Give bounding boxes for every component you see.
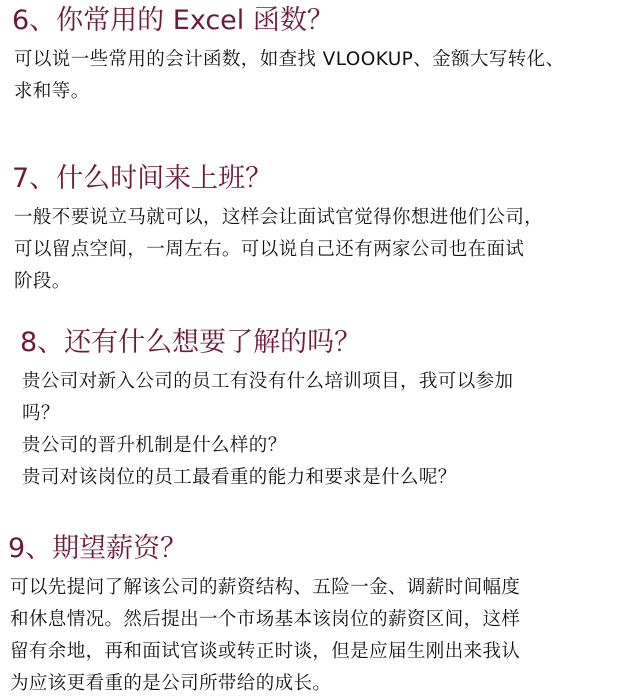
section-heading: 9、期望薪资？ — [8, 533, 188, 564]
section-heading: 7、什么时间来上班？ — [12, 163, 273, 194]
body-line: 贵公司对新入公司的员工有没有什么培训项目，我可以参加 — [22, 371, 514, 392]
section-heading: 8、还有什么想要了解的吗？ — [20, 327, 362, 358]
body-line: 为应该更看重的是公司所带给的成长。 — [10, 673, 332, 694]
body-line: 可以说一些常用的会计函数，如查找 VLOOKUP、金额大写转化、 — [14, 49, 565, 70]
body-line: 吗？ — [22, 403, 60, 424]
body-line: 阶段。 — [14, 271, 71, 292]
body-line: 和休息情况。然后提出一个市场基本该岗位的薪资区间，这样 — [10, 609, 521, 630]
body-line: 贵司对该岗位的员工最看重的能力和要求是什么呢？ — [22, 467, 457, 488]
body-line: 求和等。 — [14, 81, 90, 102]
section-heading: 6、你常用的 Excel 函数？ — [12, 5, 334, 36]
body-line: 留有余地，再和面试官谈或转正时谈，但是应届生刚出来我认 — [10, 641, 521, 662]
body-line: 可以留点空间，一周左右。可以说自己还有两家公司也在面试 — [14, 239, 525, 260]
body-line: 一般不要说立马就可以，这样会让面试官觉得你想进他们公司， — [14, 207, 544, 228]
body-line: 贵公司的晋升机制是什么样的？ — [22, 435, 287, 456]
body-line: 可以先提问了解该公司的薪资结构、五险一金、调薪时间幅度 — [10, 577, 521, 598]
